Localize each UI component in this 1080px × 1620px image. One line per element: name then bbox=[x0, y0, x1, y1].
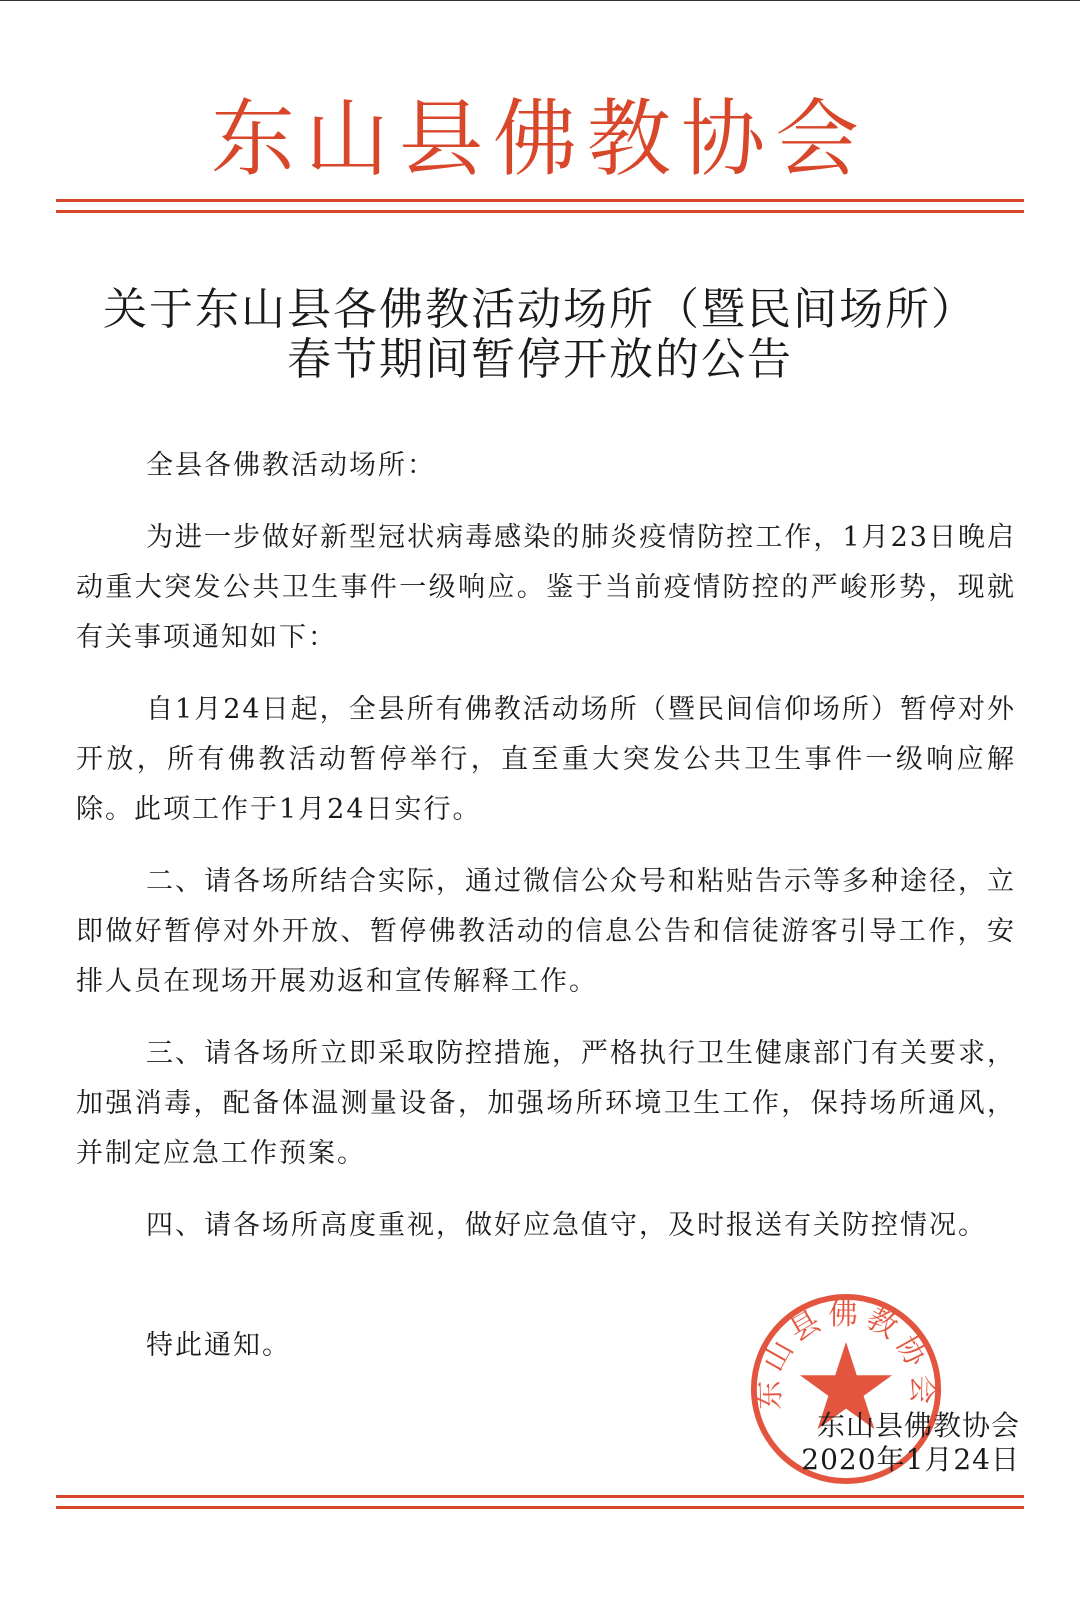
notice-body bbox=[76, 441, 1016, 1273]
top-rule-upper bbox=[56, 199, 1024, 202]
notice-title bbox=[0, 285, 1080, 385]
signature-block bbox=[801, 1409, 1020, 1477]
notice-title-line-1: 关于东山县各佛教活动场所（暨民间场所） bbox=[103, 284, 977, 335]
seal-text: 东山县佛教协会 bbox=[752, 1296, 940, 1411]
masthead-title: 东山县佛教协会 bbox=[210, 90, 869, 188]
closing-text: 特此通知。 bbox=[146, 1330, 291, 1361]
paragraph-intro: 为进一步做好新型冠状病毒感染的肺炎疫情防控工作，1月23日晚启动重大突发公共卫生事件一级响应。鉴于当前疫情防控的严峻形势，现就有关事项通知如下： bbox=[76, 522, 1016, 653]
bottom-rule-lower bbox=[56, 1506, 1024, 1509]
signature-organization: 东山县佛教协会 bbox=[816, 1409, 1020, 1442]
bottom-rule-upper bbox=[56, 1495, 1024, 1498]
paragraph-item-2: 二、请各场所结合实际，通过微信公众号和粘贴告示等多种途径，立即做好暂停对外开放、暂停佛教活动的信息公告和信徒游客引导工作，安排人员在现场开展劝返和宣传解释工作。 bbox=[76, 866, 1016, 997]
salutation: 全县各佛教活动场所： bbox=[146, 450, 436, 481]
paragraph-item-3: 三、请各场所立即采取防控措施，严格执行卫生健康部门有关要求，加强消毒，配备体温测量设备，加强场所环境卫生工作，保持场所通风，并制定应急工作预案。 bbox=[76, 1038, 1016, 1169]
notice-title-line-2: 春节期间暂停开放的公告 bbox=[287, 334, 793, 385]
signature-date: 2020年1月24日 bbox=[801, 1443, 1020, 1476]
paragraph-item-1: 自1月24日起，全县所有佛教活动场所（暨民间信仰场所）暂停对外开放，所有佛教活动暂停举行，直至重大突发公共卫生事件一级响应解除。此项工作于1月24日实行。 bbox=[76, 694, 1016, 825]
paragraph-item-4: 四、请各场所高度重视，做好应急值守，及时报送有关防控情况。 bbox=[146, 1210, 987, 1241]
top-rule-lower bbox=[56, 210, 1024, 213]
